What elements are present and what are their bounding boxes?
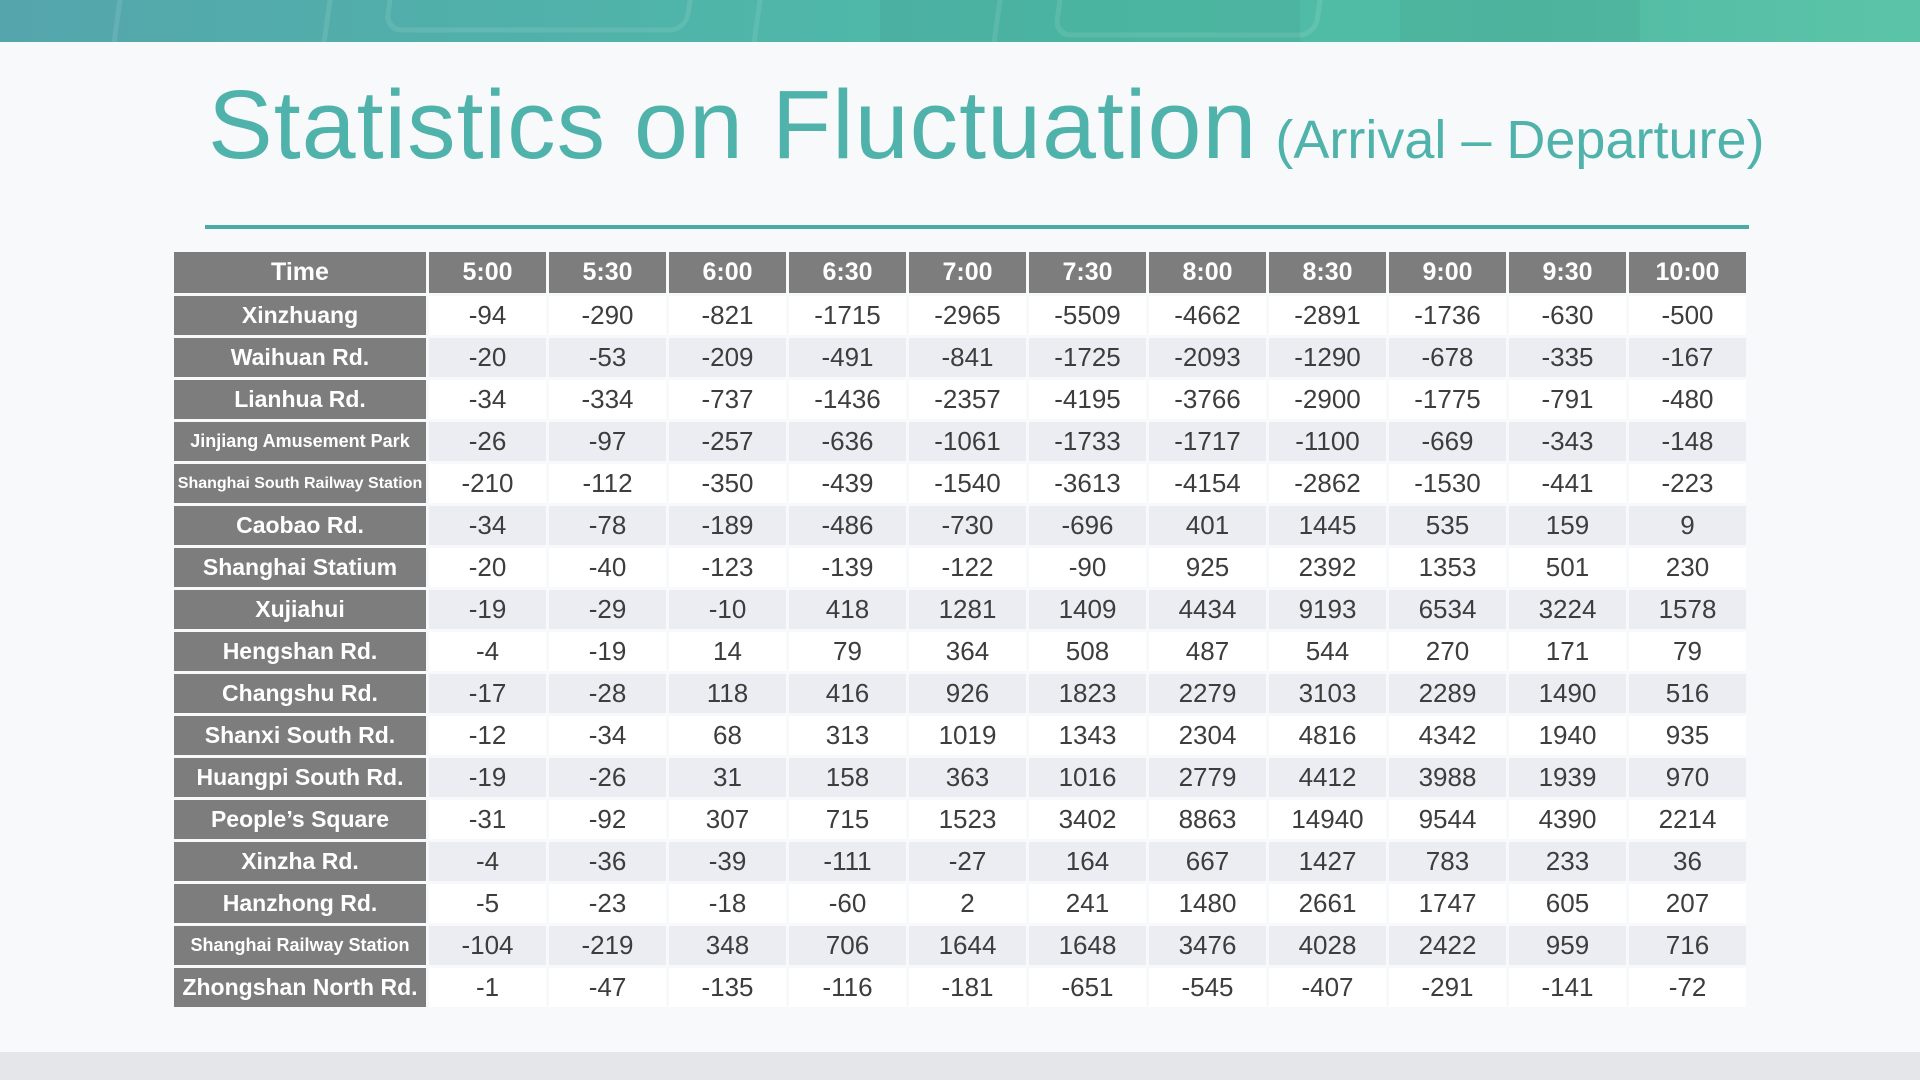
value-cell: -4154 [1149, 464, 1266, 503]
value-cell: -1100 [1269, 422, 1386, 461]
value-cell: -72 [1629, 968, 1746, 1007]
value-cell: -4 [429, 632, 546, 671]
value-cell: -2093 [1149, 338, 1266, 377]
table-row [174, 842, 1746, 881]
title-underline [205, 225, 1749, 229]
value-cell: -23 [549, 884, 666, 923]
value-cell: 3402 [1029, 800, 1146, 839]
value-cell: -19 [429, 758, 546, 797]
value-cell: 307 [669, 800, 786, 839]
value-cell: 3476 [1149, 926, 1266, 965]
value-cell: 1480 [1149, 884, 1266, 923]
value-cell: -791 [1509, 380, 1626, 419]
value-cell: -26 [549, 758, 666, 797]
table-row [174, 758, 1746, 797]
table-row [174, 884, 1746, 923]
value-cell: 207 [1629, 884, 1746, 923]
value-cell: 1353 [1389, 548, 1506, 587]
value-cell: -36 [549, 842, 666, 881]
value-cell: 241 [1029, 884, 1146, 923]
value-cell: 2779 [1149, 758, 1266, 797]
value-cell: -111 [789, 842, 906, 881]
col-header: 6:30 [789, 252, 906, 293]
value-cell: 2279 [1149, 674, 1266, 713]
value-cell: -669 [1389, 422, 1506, 461]
value-cell: 1747 [1389, 884, 1506, 923]
value-cell: 1940 [1509, 716, 1626, 755]
value-cell: 2392 [1269, 548, 1386, 587]
value-cell: -1 [429, 968, 546, 1007]
value-cell: 4028 [1269, 926, 1386, 965]
bottom-strip [0, 1052, 1920, 1080]
col-header: 9:30 [1509, 252, 1626, 293]
value-cell: -223 [1629, 464, 1746, 503]
value-cell: -486 [789, 506, 906, 545]
value-cell: -123 [669, 548, 786, 587]
value-cell: -651 [1029, 968, 1146, 1007]
value-cell: -3766 [1149, 380, 1266, 419]
value-cell: 4390 [1509, 800, 1626, 839]
value-cell: -60 [789, 884, 906, 923]
value-cell: 4342 [1389, 716, 1506, 755]
value-cell: -53 [549, 338, 666, 377]
value-cell: -167 [1629, 338, 1746, 377]
station-cell: Shanghai Statium [174, 548, 426, 587]
value-cell: 715 [789, 800, 906, 839]
col-header: 7:30 [1029, 252, 1146, 293]
value-cell: 535 [1389, 506, 1506, 545]
station-cell: Xinzha Rd. [174, 842, 426, 881]
col-header: 8:00 [1149, 252, 1266, 293]
table-row [174, 338, 1746, 377]
value-cell: -407 [1269, 968, 1386, 1007]
col-header: 8:30 [1269, 252, 1386, 293]
value-cell: -4 [429, 842, 546, 881]
value-cell: -39 [669, 842, 786, 881]
value-cell: 970 [1629, 758, 1746, 797]
value-cell: -730 [909, 506, 1026, 545]
table-row [174, 296, 1746, 335]
table-row [174, 800, 1746, 839]
value-cell: 783 [1389, 842, 1506, 881]
table-header-row [174, 252, 1746, 293]
value-cell: 118 [669, 674, 786, 713]
value-cell: 959 [1509, 926, 1626, 965]
value-cell: 667 [1149, 842, 1266, 881]
table-row [174, 422, 1746, 461]
value-cell: 925 [1149, 548, 1266, 587]
value-cell: -31 [429, 800, 546, 839]
value-cell: -1736 [1389, 296, 1506, 335]
value-cell: -1733 [1029, 422, 1146, 461]
value-cell: 1019 [909, 716, 1026, 755]
value-cell: 401 [1149, 506, 1266, 545]
value-cell: -290 [549, 296, 666, 335]
value-cell: -10 [669, 590, 786, 629]
value-cell: 2422 [1389, 926, 1506, 965]
value-cell: 9 [1629, 506, 1746, 545]
station-cell: Jinjiang Amusement Park [174, 422, 426, 461]
table-row [174, 548, 1746, 587]
value-cell: -34 [549, 716, 666, 755]
value-cell: -3613 [1029, 464, 1146, 503]
value-cell: 706 [789, 926, 906, 965]
value-cell: -2862 [1269, 464, 1386, 503]
value-cell: -350 [669, 464, 786, 503]
value-cell: -291 [1389, 968, 1506, 1007]
value-cell: 1644 [909, 926, 1026, 965]
value-cell: 363 [909, 758, 1026, 797]
station-cell: Xujiahui [174, 590, 426, 629]
station-cell: Huangpi South Rd. [174, 758, 426, 797]
value-cell: -1061 [909, 422, 1026, 461]
value-cell: -1717 [1149, 422, 1266, 461]
table-row [174, 506, 1746, 545]
value-cell: 4816 [1269, 716, 1386, 755]
station-cell: Waihuan Rd. [174, 338, 426, 377]
value-cell: 14 [669, 632, 786, 671]
value-cell: 544 [1269, 632, 1386, 671]
table-row [174, 968, 1746, 1007]
value-cell: 4412 [1269, 758, 1386, 797]
value-cell: 14940 [1269, 800, 1386, 839]
value-cell: -29 [549, 590, 666, 629]
value-cell: -1290 [1269, 338, 1386, 377]
station-cell: People’s Square [174, 800, 426, 839]
value-cell: -1436 [789, 380, 906, 419]
value-cell: 31 [669, 758, 786, 797]
value-cell: 935 [1629, 716, 1746, 755]
value-cell: -26 [429, 422, 546, 461]
value-cell: -34 [429, 380, 546, 419]
table-row [174, 926, 1746, 965]
value-cell: -19 [429, 590, 546, 629]
col-header: 7:00 [909, 252, 1026, 293]
col-header: 5:00 [429, 252, 546, 293]
col-header: 10:00 [1629, 252, 1746, 293]
station-cell: Shanghai South Railway Station [174, 464, 426, 503]
value-cell: 233 [1509, 842, 1626, 881]
table-row [174, 380, 1746, 419]
value-cell: -1775 [1389, 380, 1506, 419]
value-cell: 1343 [1029, 716, 1146, 755]
value-cell: -500 [1629, 296, 1746, 335]
table-row [174, 632, 1746, 671]
value-cell: -122 [909, 548, 1026, 587]
value-cell: -678 [1389, 338, 1506, 377]
table-row [174, 464, 1746, 503]
value-cell: -4662 [1149, 296, 1266, 335]
value-cell: 501 [1509, 548, 1626, 587]
value-cell: -40 [549, 548, 666, 587]
value-cell: -90 [1029, 548, 1146, 587]
value-cell: 418 [789, 590, 906, 629]
value-cell: -2891 [1269, 296, 1386, 335]
value-cell: -737 [669, 380, 786, 419]
slide-title-block [208, 72, 1808, 179]
value-cell: -116 [789, 968, 906, 1007]
value-cell: -2965 [909, 296, 1026, 335]
value-cell: -210 [429, 464, 546, 503]
value-cell: 313 [789, 716, 906, 755]
value-cell: 2214 [1629, 800, 1746, 839]
value-cell: 3224 [1509, 590, 1626, 629]
value-cell: 158 [789, 758, 906, 797]
value-cell: -135 [669, 968, 786, 1007]
value-cell: 68 [669, 716, 786, 755]
value-cell: -1540 [909, 464, 1026, 503]
value-cell: -94 [429, 296, 546, 335]
value-cell: -334 [549, 380, 666, 419]
value-cell: 2661 [1269, 884, 1386, 923]
value-cell: 364 [909, 632, 1026, 671]
col-header: 5:30 [549, 252, 666, 293]
value-cell: -441 [1509, 464, 1626, 503]
value-cell: -545 [1149, 968, 1266, 1007]
page-subtitle: (Arrival – Departure) [1275, 110, 1765, 170]
value-cell: -92 [549, 800, 666, 839]
value-cell: -18 [669, 884, 786, 923]
value-cell: -181 [909, 968, 1026, 1007]
value-cell: 9193 [1269, 590, 1386, 629]
value-cell: -104 [429, 926, 546, 965]
value-cell: 8863 [1149, 800, 1266, 839]
col-header-time: Time [174, 252, 426, 293]
value-cell: 171 [1509, 632, 1626, 671]
value-cell: -821 [669, 296, 786, 335]
value-cell: -189 [669, 506, 786, 545]
value-cell: -1725 [1029, 338, 1146, 377]
value-cell: -34 [429, 506, 546, 545]
value-cell: -439 [789, 464, 906, 503]
value-cell: 270 [1389, 632, 1506, 671]
value-cell: -141 [1509, 968, 1626, 1007]
value-cell: 3103 [1269, 674, 1386, 713]
value-cell: -27 [909, 842, 1026, 881]
keyboard-texture-graphic [0, 0, 1920, 42]
table-row [174, 590, 1746, 629]
value-cell: -78 [549, 506, 666, 545]
value-cell: -112 [549, 464, 666, 503]
station-cell: Shanxi South Rd. [174, 716, 426, 755]
value-cell: -20 [429, 548, 546, 587]
value-cell: -480 [1629, 380, 1746, 419]
station-cell: Lianhua Rd. [174, 380, 426, 419]
col-header: 9:00 [1389, 252, 1506, 293]
value-cell: 2304 [1149, 716, 1266, 755]
station-cell: Shanghai Railway Station [174, 926, 426, 965]
value-cell: -491 [789, 338, 906, 377]
value-cell: 1409 [1029, 590, 1146, 629]
decorative-top-banner [0, 0, 1920, 42]
value-cell: 1445 [1269, 506, 1386, 545]
value-cell: 4434 [1149, 590, 1266, 629]
value-cell: 508 [1029, 632, 1146, 671]
value-cell: 1578 [1629, 590, 1746, 629]
station-cell: Caobao Rd. [174, 506, 426, 545]
fluctuation-table [171, 249, 1749, 1010]
value-cell: -343 [1509, 422, 1626, 461]
station-cell: Xinzhuang [174, 296, 426, 335]
value-cell: -841 [909, 338, 1026, 377]
value-cell: -12 [429, 716, 546, 755]
value-cell: -1530 [1389, 464, 1506, 503]
value-cell: -5509 [1029, 296, 1146, 335]
value-cell: -17 [429, 674, 546, 713]
table-body [174, 296, 1746, 1007]
value-cell: 926 [909, 674, 1026, 713]
value-cell: 1823 [1029, 674, 1146, 713]
station-cell: Changshu Rd. [174, 674, 426, 713]
station-cell: Zhongshan North Rd. [174, 968, 426, 1007]
station-cell: Hanzhong Rd. [174, 884, 426, 923]
value-cell: -97 [549, 422, 666, 461]
value-cell: 1523 [909, 800, 1026, 839]
value-cell: 487 [1149, 632, 1266, 671]
value-cell: -2357 [909, 380, 1026, 419]
value-cell: 6534 [1389, 590, 1506, 629]
value-cell: 516 [1629, 674, 1746, 713]
page-title: Statistics on Fluctuation [208, 70, 1258, 179]
value-cell: -630 [1509, 296, 1626, 335]
value-cell: 2 [909, 884, 1026, 923]
value-cell: 1648 [1029, 926, 1146, 965]
value-cell: 3988 [1389, 758, 1506, 797]
value-cell: 1490 [1509, 674, 1626, 713]
value-cell: -219 [549, 926, 666, 965]
value-cell: 1939 [1509, 758, 1626, 797]
value-cell: -139 [789, 548, 906, 587]
value-cell: -5 [429, 884, 546, 923]
value-cell: 79 [1629, 632, 1746, 671]
value-cell: -2900 [1269, 380, 1386, 419]
value-cell: 79 [789, 632, 906, 671]
value-cell: -28 [549, 674, 666, 713]
value-cell: -4195 [1029, 380, 1146, 419]
value-cell: 159 [1509, 506, 1626, 545]
value-cell: 348 [669, 926, 786, 965]
value-cell: -20 [429, 338, 546, 377]
value-cell: -209 [669, 338, 786, 377]
value-cell: -1715 [789, 296, 906, 335]
value-cell: -257 [669, 422, 786, 461]
value-cell: -47 [549, 968, 666, 1007]
table-row [174, 674, 1746, 713]
value-cell: -636 [789, 422, 906, 461]
value-cell: 164 [1029, 842, 1146, 881]
value-cell: 2289 [1389, 674, 1506, 713]
table-row [174, 716, 1746, 755]
value-cell: 416 [789, 674, 906, 713]
value-cell: -148 [1629, 422, 1746, 461]
value-cell: -335 [1509, 338, 1626, 377]
value-cell: 1016 [1029, 758, 1146, 797]
value-cell: 716 [1629, 926, 1746, 965]
value-cell: 1427 [1269, 842, 1386, 881]
value-cell: 36 [1629, 842, 1746, 881]
value-cell: 1281 [909, 590, 1026, 629]
value-cell: 230 [1629, 548, 1746, 587]
value-cell: -19 [549, 632, 666, 671]
value-cell: 605 [1509, 884, 1626, 923]
value-cell: -696 [1029, 506, 1146, 545]
col-header: 6:00 [669, 252, 786, 293]
value-cell: 9544 [1389, 800, 1506, 839]
station-cell: Hengshan Rd. [174, 632, 426, 671]
